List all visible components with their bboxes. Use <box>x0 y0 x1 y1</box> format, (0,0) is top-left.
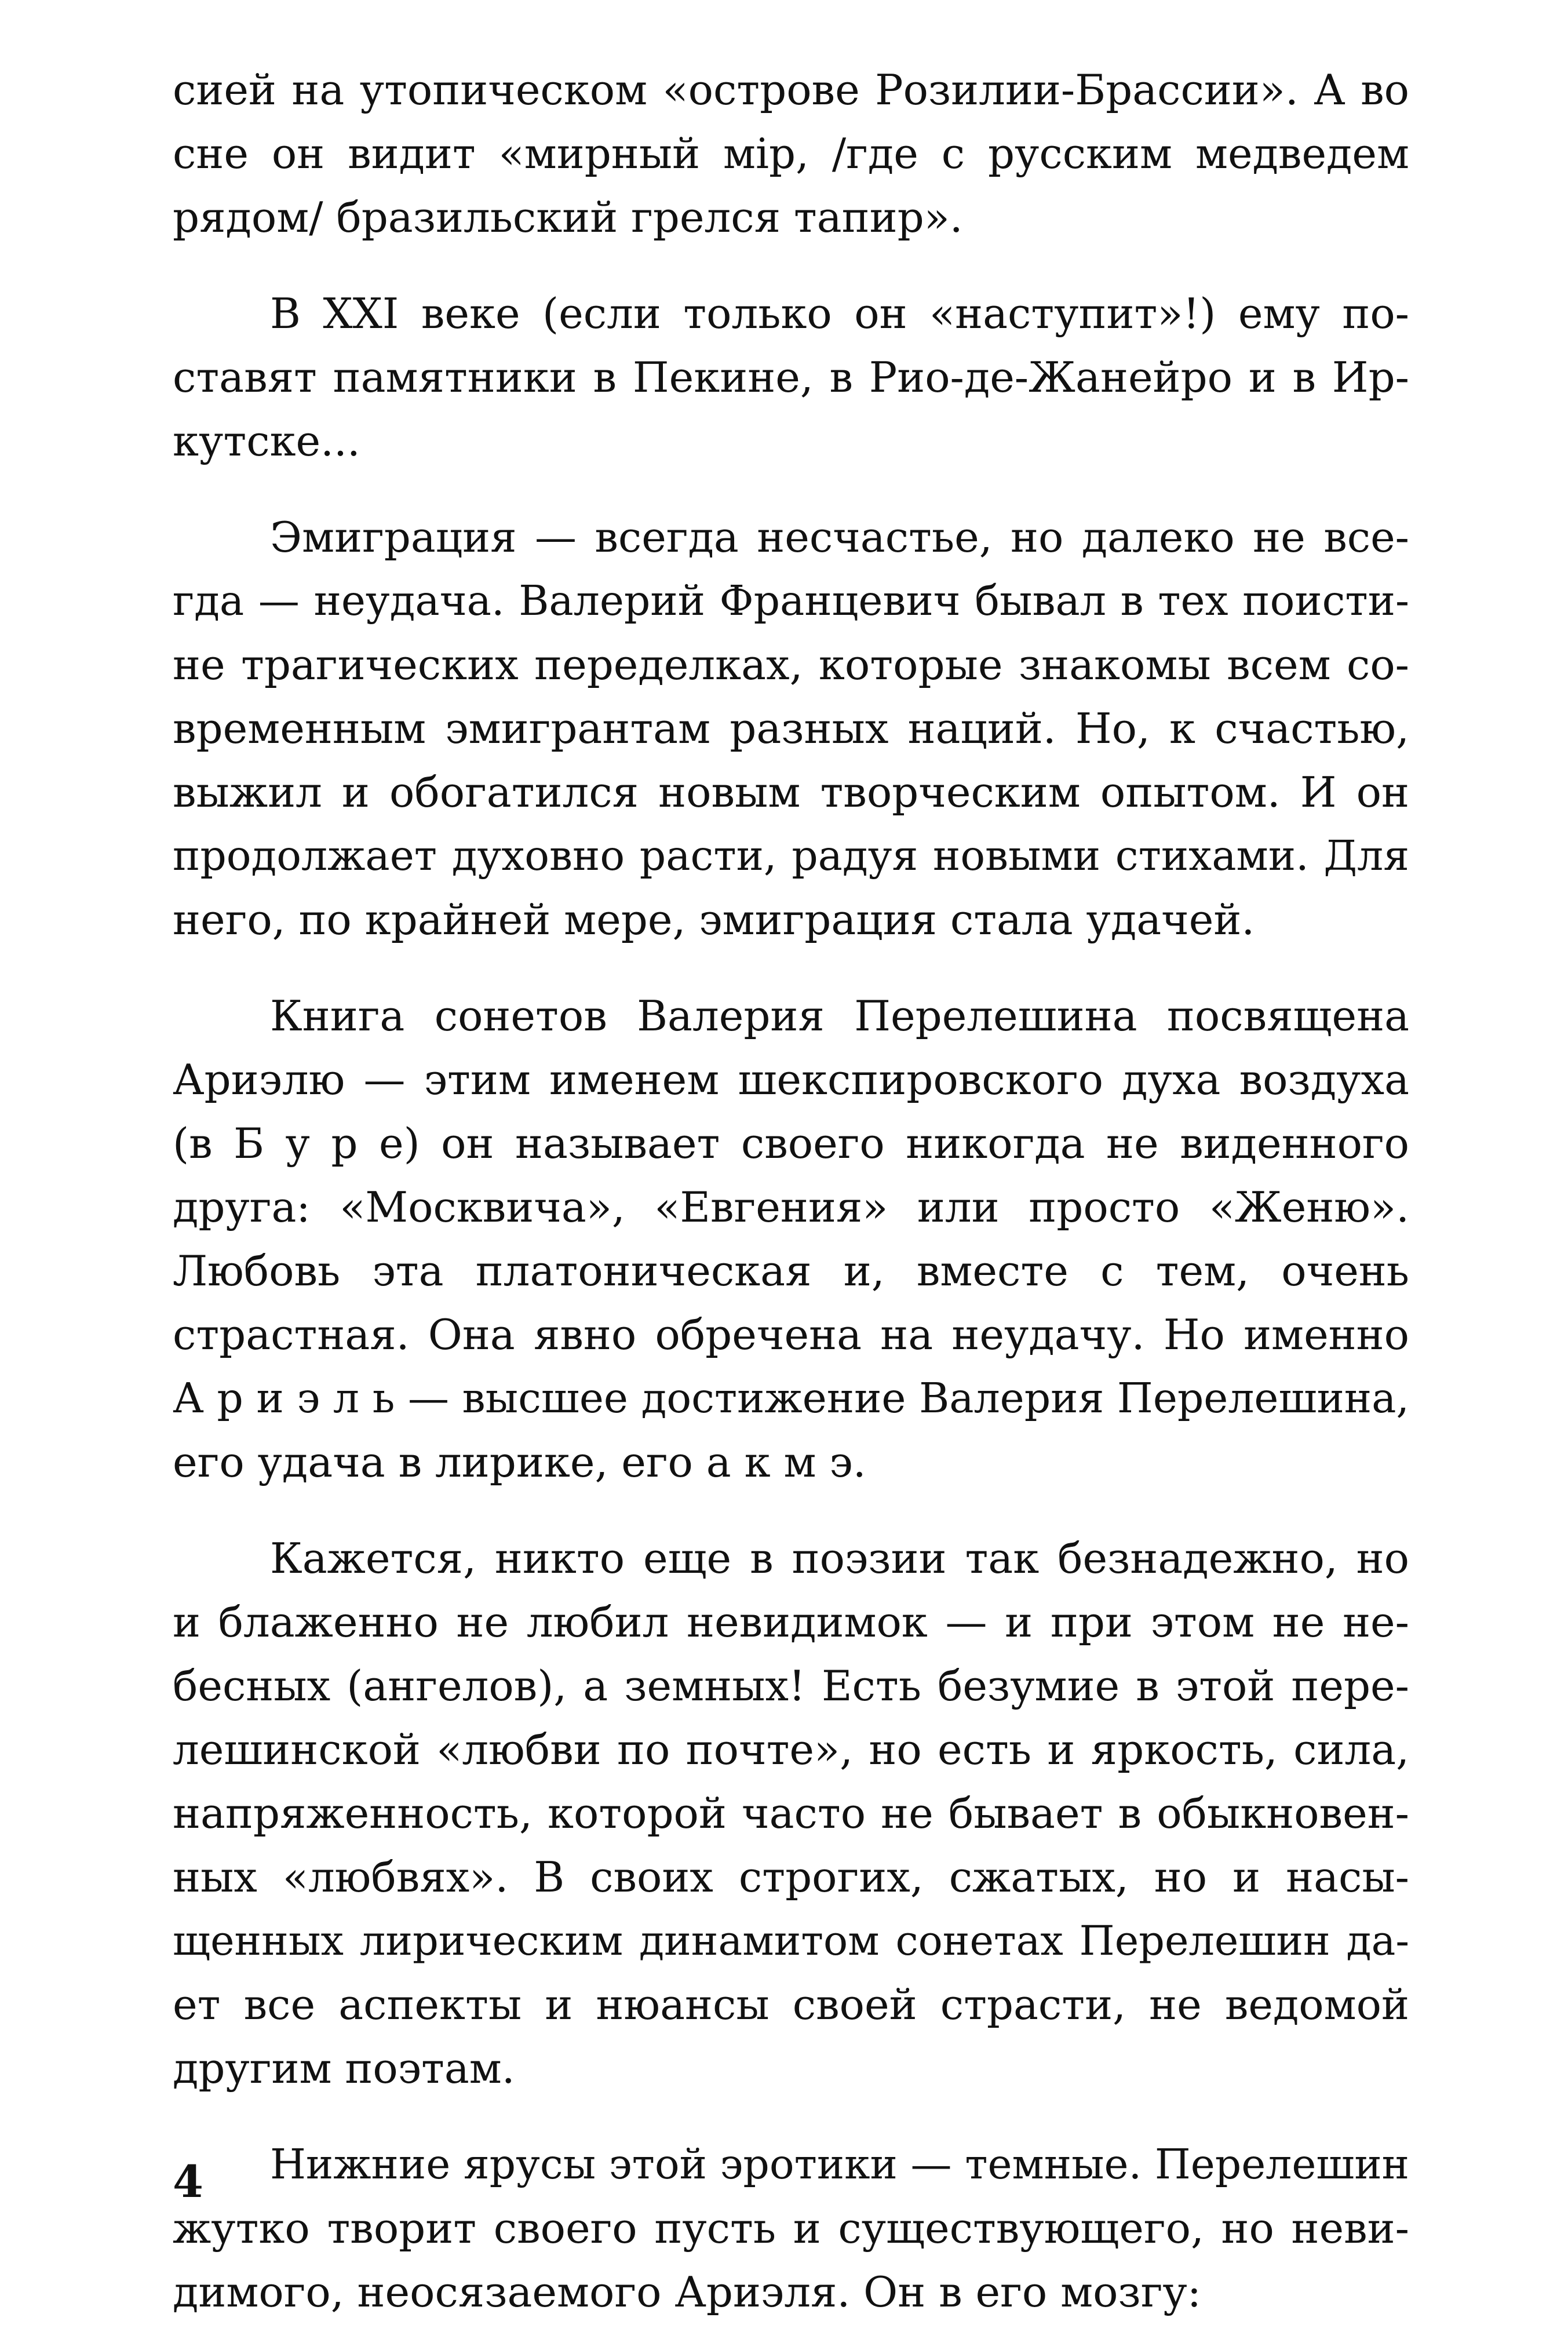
page-number: 4 <box>173 2156 203 2207</box>
text-line: А р и э л ь — высшее достижение Валерия Перелешина, <box>173 1374 1409 1422</box>
text-line: Ариэлю — этим именем шекспировского духа воздуха <box>173 1055 1409 1104</box>
text-line: кутске... <box>173 417 360 465</box>
text-line: продолжает духовно расти, радуя новыми стихами. Для <box>173 832 1409 880</box>
text-line: Эмиграция — всегда несчастье, но далеко не все- <box>270 513 1409 562</box>
text-line: димого, неосязаемого Ариэля. Он в его мозгу: <box>173 2268 1202 2316</box>
text-line: напряженность, которой часто не бывает в обыкновен- <box>173 1789 1409 1838</box>
text-line: сией на утопическом «острове Розилии-Брассии». А во <box>173 65 1409 114</box>
text-line: ставят памятники в Пекине, в Рио-де-Жанейро и в Ир- <box>173 353 1409 402</box>
text-line: Любовь эта платоническая и, вместе с тем, очень <box>173 1247 1409 1295</box>
text-line: его удача в лирике, его а к м э. <box>173 1438 866 1486</box>
text-line: Нижние ярусы этой эротики — темные. Перелешин <box>270 2140 1409 2188</box>
text-line: него, по крайней мере, эмиграция стала удачей. <box>173 895 1255 944</box>
text-line: выжил и обогатился новым творческим опытом. И он <box>173 768 1409 817</box>
text-line: ет все аспекты и нюансы своей страсти, не ведомой <box>173 1980 1409 2029</box>
paragraph <box>173 1526 1409 2100</box>
text-line: сне он видит «мирный мiр, /где с русским медведем <box>173 129 1409 178</box>
text-line: страстная. Она явно обречена на неудачу. Но именно <box>173 1310 1409 1359</box>
text-line: жутко творит своего пусть и существующего, но неви- <box>173 2204 1409 2253</box>
text-line: гда — неудача. Валерий Францевич бывал в тех поисти- <box>173 577 1409 625</box>
text-line: лешинской «любви по почте», но есть и яркость, сила, <box>173 1725 1409 1774</box>
text-line: ных «любвях». В своих строгих, сжатых, но и насы- <box>173 1853 1409 1901</box>
text-line: В XXI веке (если только он «наступит»!) ему по- <box>270 289 1409 338</box>
text-line: Кажется, никто еще в поэзии так безнадежно, но <box>270 1534 1409 1583</box>
paragraph <box>173 505 1409 952</box>
text-line: временным эмигрантам разных наций. Но, к счастью, <box>173 704 1409 753</box>
text-line: и блаженно не любил невидимок — и при этом не не- <box>173 1598 1409 1646</box>
paragraph <box>173 2133 1409 2324</box>
text-line: друга: «Москвича», «Евгения» или просто «Женю». <box>173 1183 1409 1231</box>
text-line: другим поэтам. <box>173 2044 515 2093</box>
paragraph <box>173 984 1409 1494</box>
paragraph <box>173 282 1409 473</box>
text-line: Книга сонетов Валерия Перелешина посвящена <box>270 992 1409 1040</box>
text-line: не трагических переделках, которые знакомы всем со- <box>173 640 1409 689</box>
text-line: рядом/ бразильский грелся тапир». <box>173 193 963 242</box>
text-line: щенных лирическим динамитом сонетах Перелешин да- <box>173 1917 1409 1965</box>
text-line: (в Б у р е) он называет своего никогда не виденного <box>173 1119 1409 1168</box>
text-line: бесных (ангелов), а земных! Есть безумие в этой пере- <box>173 1661 1409 1710</box>
paragraph <box>173 58 1409 249</box>
page-text <box>173 58 1409 2324</box>
